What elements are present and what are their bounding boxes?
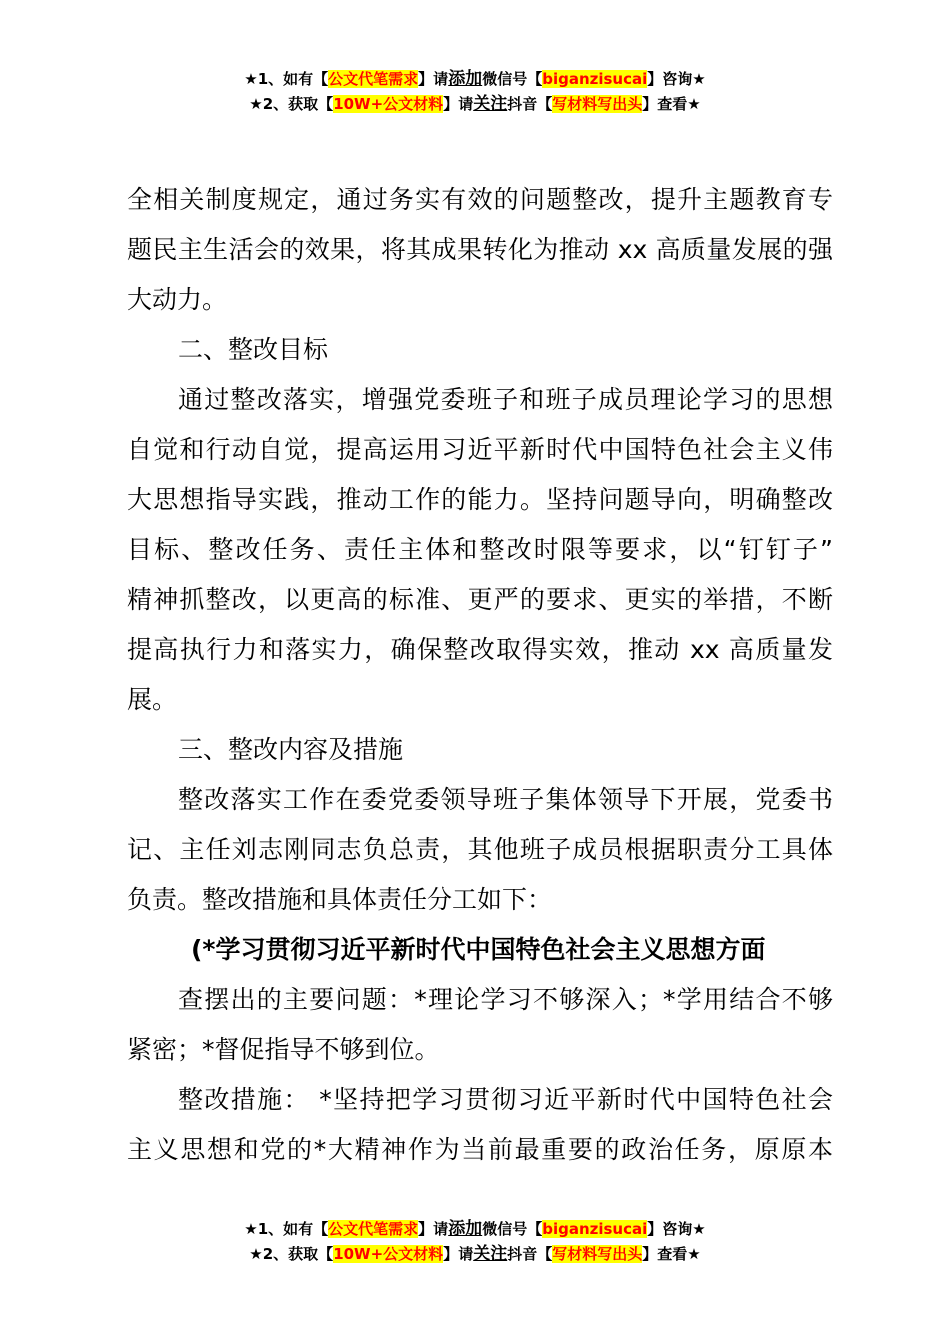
text-line: 题民主生活会的效果，将其成果转化为推动 xx 高质量发展的强 (127, 235, 833, 264)
promo-text: 微信号【 (482, 70, 543, 88)
promo-highlight: biganzisucai (542, 1220, 648, 1238)
paragraph-4 (127, 975, 833, 1075)
promo-line-2 (0, 1242, 950, 1267)
promo-underlined: 添加 (448, 1219, 483, 1239)
sub-heading: (*学习贯彻习近平新时代中国特色社会主义思想方面 (191, 935, 766, 964)
paragraph-3 (127, 775, 833, 925)
text-line: 展。 (127, 685, 178, 714)
paragraph-5 (127, 1075, 833, 1175)
promo-underlined: 关注 (473, 1244, 508, 1264)
promo-banner-bottom (0, 1217, 950, 1267)
promo-text: 抖音【 (507, 95, 553, 113)
text-line: 通过整改落实，增强党委班子和班子成员理论学习的思想 (178, 385, 833, 414)
promo-text: 】请 (443, 1245, 474, 1263)
text-line: 精神抓整改，以更高的标准、更严的要求、更实的举措，不断 (127, 585, 833, 614)
document-body (127, 175, 833, 1175)
text-line: 主义思想和党的*大精神作为当前最重要的政治任务，原原本 (127, 1135, 833, 1164)
promo-text: 】请 (443, 95, 474, 113)
promo-line-1 (0, 67, 950, 92)
promo-highlight: 公文代笔需求 (328, 70, 419, 88)
promo-highlight: biganzisucai (542, 70, 648, 88)
section-heading-3: 三、整改内容及措施 (178, 735, 404, 764)
text-line: 全相关制度规定，通过务实有效的问题整改，提升主题教育专 (127, 185, 833, 214)
promo-text: 】请 (418, 1220, 449, 1238)
promo-text: 】查看★ (642, 1245, 701, 1263)
text-line: 整改落实工作在委党委领导班子集体领导下开展，党委书 (178, 785, 833, 814)
promo-highlight: 写材料写出头 (552, 95, 643, 113)
text-line: 大思想指导实践，推动工作的能力。坚持问题导向，明确整改 (127, 485, 833, 514)
promo-text: 】咨询★ (647, 1220, 706, 1238)
promo-highlight: 10W+公文材料 (333, 95, 444, 113)
promo-text: 抖音【 (507, 1245, 553, 1263)
text-line: 自觉和行动自觉，提高运用习近平新时代中国特色社会主义伟 (127, 435, 833, 464)
promo-banner-top (0, 67, 950, 117)
promo-underlined: 添加 (448, 69, 483, 89)
promo-text: ★1、如有【 (244, 70, 329, 88)
section-heading-2: 二、整改目标 (178, 335, 329, 364)
text-line: 负责。整改措施和具体责任分工如下： (127, 885, 553, 914)
promo-text: ★1、如有【 (244, 1220, 329, 1238)
text-line: 大动力。 (127, 285, 228, 314)
promo-text: 微信号【 (482, 1220, 543, 1238)
promo-text: 】咨询★ (647, 70, 706, 88)
text-line: 目标、整改任务、责任主体和整改时限等要求，以“钉钉子” (127, 535, 833, 564)
promo-text: ★2、获取【 (249, 95, 334, 113)
paragraph-1 (127, 175, 833, 325)
text-line: 记、主任刘志刚同志负总责，其他班子成员根据职责分工具体 (127, 835, 833, 864)
promo-line-2 (0, 92, 950, 117)
text-line: 整改措施： *坚持把学习贯彻习近平新时代中国特色社会 (178, 1085, 833, 1114)
paragraph-2 (127, 375, 833, 725)
promo-text: 】请 (418, 70, 449, 88)
promo-line-1 (0, 1217, 950, 1242)
promo-underlined: 关注 (473, 94, 508, 114)
text-line: 提高执行力和落实力，确保整改取得实效，推动 xx 高质量发 (127, 635, 833, 664)
text-line: 查摆出的主要问题：*理论学习不够深入；*学用结合不够 (178, 985, 833, 1014)
promo-highlight: 公文代笔需求 (328, 1220, 419, 1238)
promo-highlight: 10W+公文材料 (333, 1245, 444, 1263)
promo-text: 】查看★ (642, 95, 701, 113)
promo-highlight: 写材料写出头 (552, 1245, 643, 1263)
promo-text: ★2、获取【 (249, 1245, 334, 1263)
text-line: 紧密；*督促指导不够到位。 (127, 1035, 440, 1064)
